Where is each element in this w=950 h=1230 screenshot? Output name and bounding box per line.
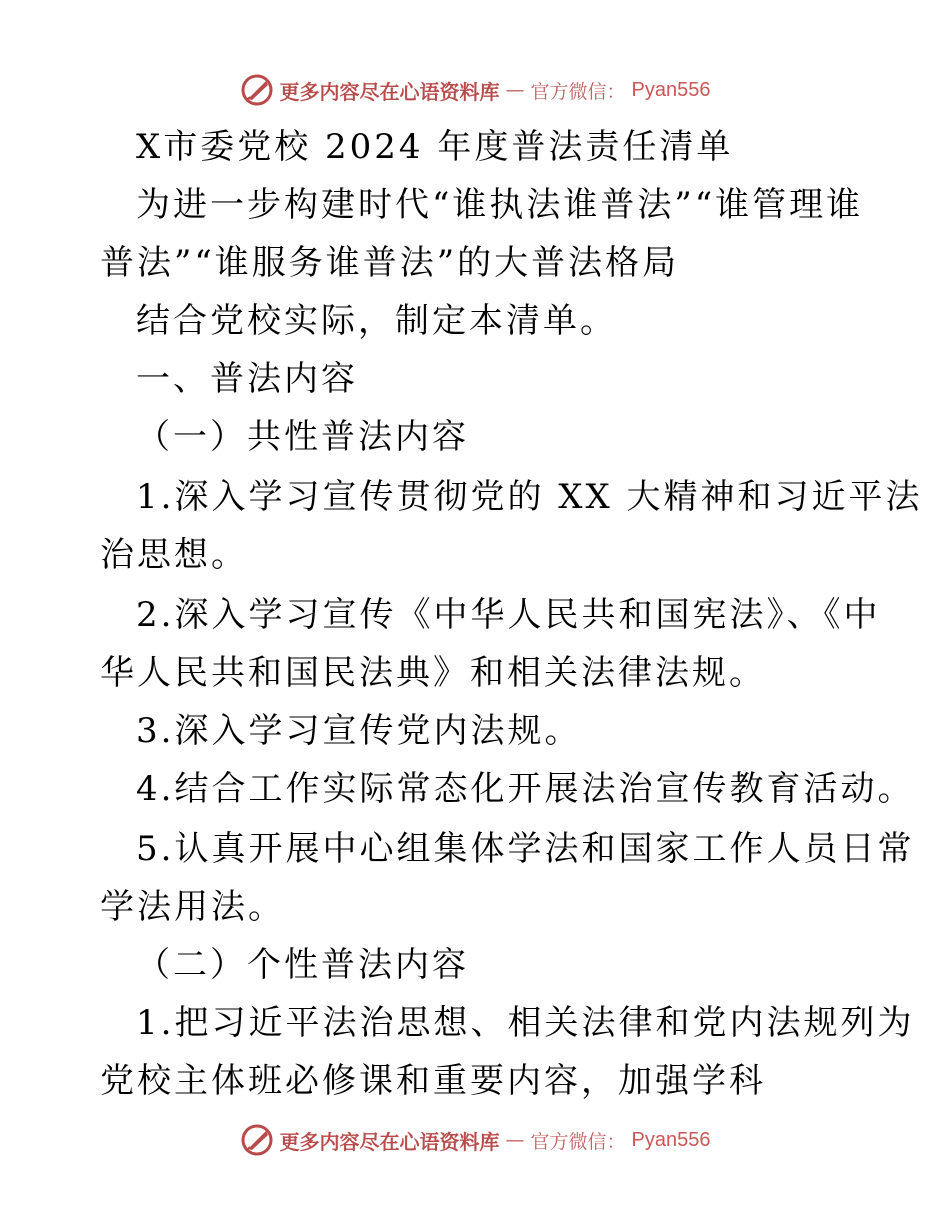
paragraph-line: 普法”“谁服务谁普法”的大普法格局 [100,243,680,283]
list-item: 5.认真开展中心组集体学法和国家工作人员日常 [136,829,915,869]
quill-logo-icon [240,1123,274,1157]
list-item: 2.深入学习宣传《中华人民共和国宪法》、《中 [136,595,881,635]
list-item: 1.把习近平法治思想、相关法律和党内法规列为 [136,1003,915,1043]
list-item-continuation: 华人民共和国民法典》和相关法律法规。 [100,653,766,693]
document-title: X市委党校 2024 年度普法责任清单 [136,127,734,167]
list-item: 1.深入学习宣传贯彻党的 XX 大精神和习近平法 [136,477,923,517]
watermark-text: 更多内容尽在心语资料库 [279,79,500,104]
list-item: 4.结合工作实际常态化开展法治宣传教育活动。 [136,769,915,809]
watermark-header [0,72,950,108]
list-item: 3.深入学习宣传党内法规。 [136,711,582,751]
subsection-heading: （一）共性普法内容 [136,417,469,457]
watermark-wechat-id: Pyan556 [631,78,711,101]
watermark-official: 官方微信： [530,80,626,103]
list-item-continuation: 党校主体班必修课和重要内容，加强学科 [100,1061,766,1101]
subsection-heading: （二）个性普法内容 [136,945,469,985]
watermark-wechat-id: Pyan556 [631,1128,711,1151]
section-heading: 一、普法内容 [136,359,358,399]
paragraph-line: 结合党校实际，制定本清单。 [136,301,617,341]
quill-logo-icon [240,73,274,107]
watermark-dash: — [505,1129,525,1151]
watermark-footer [0,1122,950,1158]
watermark-official: 官方微信： [530,1130,626,1153]
list-item-continuation: 学法用法。 [100,887,285,927]
watermark-text: 更多内容尽在心语资料库 [279,1129,500,1154]
paragraph-line: 为进一步构建时代“谁执法谁普法”“谁管理谁 [136,185,864,225]
watermark-dash: — [505,79,525,101]
list-item-continuation: 治思想。 [100,535,248,575]
